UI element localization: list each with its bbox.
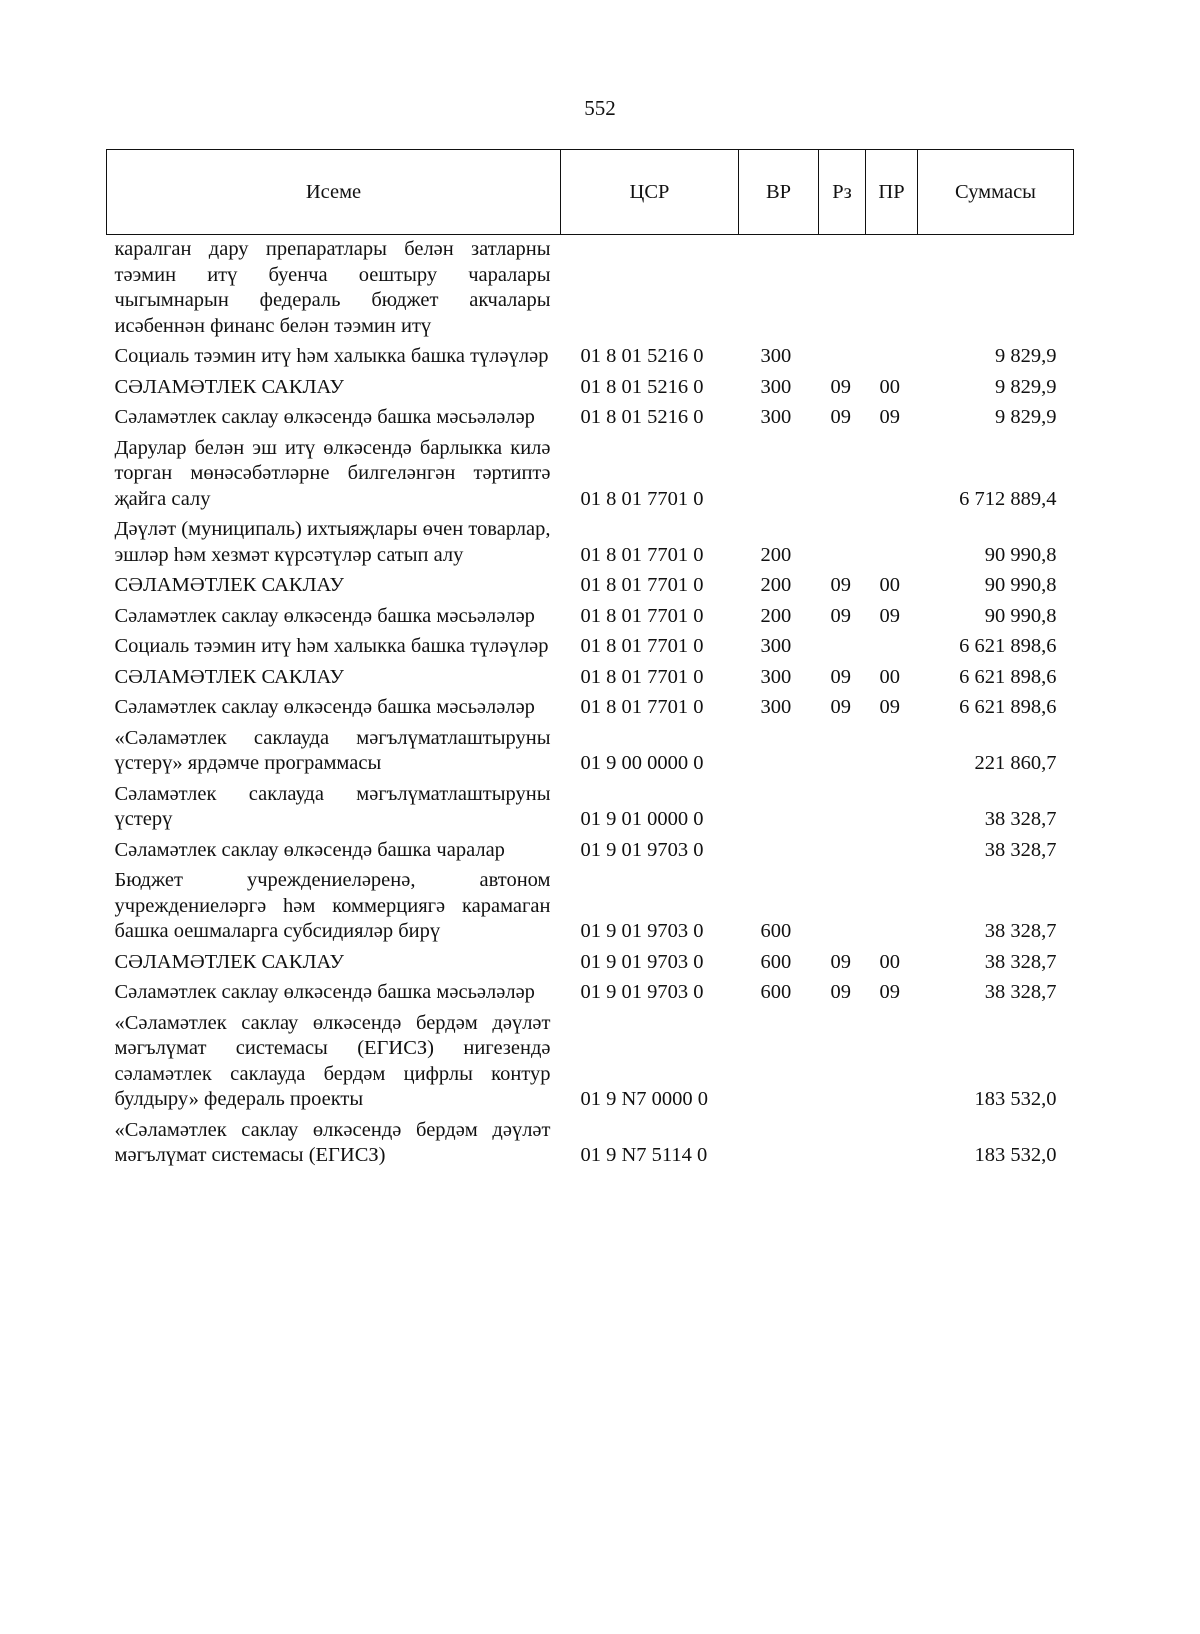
- cell-name: Дарулар белән эш итү өлкәсендә барлыкка килә торган мөнәсәбәтләрне билгеләнгән тәртиптә җайга салу: [114, 436, 551, 510]
- cell-name: каралган дару препаратлары белән затларны тәэмин итү буенча оештыру чаралары чыгымнарын федераль бюджет акчалары исәбеннән финанс белән тәэмин итү: [114, 238, 551, 337]
- cell-vr: 300: [760, 345, 792, 367]
- cell-sum: 90 990,8: [984, 574, 1057, 596]
- cell-name: Сәламәтлек саклау өлкәсендә башка чаралар: [114, 838, 505, 861]
- cell-csr: 01 9 01 9703 0: [580, 981, 704, 1003]
- cell-vr: 300: [760, 635, 792, 657]
- cell-rz: [819, 866, 866, 948]
- cell-csr: 01 8 01 7701 0: [580, 604, 704, 627]
- cell-vr: [739, 1009, 819, 1116]
- cell-sum: [918, 235, 1074, 343]
- cell-csr: 01 8 01 7701 0: [580, 635, 704, 657]
- cell-name: Бюджет учреждениеләренә, автоном учреждениеләргә һәм коммерциягә карамаган башка оешмаларга субсидияләр бирү: [114, 869, 551, 942]
- cell-name: Социаль тәэмин итү һәм халыкка башка түләүләр: [114, 345, 549, 367]
- cell-rz: 09: [830, 696, 851, 718]
- table-row: [107, 515, 1074, 571]
- cell-csr: 01 8 01 7701 0: [580, 487, 704, 510]
- cell-csr: 01 9 N7 0000 0: [580, 1088, 709, 1110]
- cell-name: СӘЛАМӘТЛЕК САКЛАУ: [114, 574, 344, 596]
- cell-sum: 6 712 889,4: [959, 487, 1057, 510]
- cell-pr: [866, 632, 918, 663]
- cell-vr: 200: [760, 543, 792, 566]
- cell-csr: 01 8 01 5216 0: [580, 406, 704, 428]
- cell-name: СӘЛАМӘТЛЕК САКЛАУ: [114, 665, 344, 688]
- cell-name: «Сәламәтлек саклау өлкәсендә бердәм дәүләт мәгълүмат системасы (ЕГИСЗ) нигезендә сәламәтлек саклауда бердәм цифрлы контур булдыру» федераль проекты: [114, 1011, 551, 1110]
- cell-csr: [561, 235, 739, 343]
- table-row: [107, 632, 1074, 663]
- cell-rz: [819, 836, 866, 867]
- header-vr: ВР: [739, 150, 819, 235]
- header-csr: ЦСР: [561, 150, 739, 235]
- cell-rz: 09: [830, 375, 851, 398]
- cell-csr: 01 9 01 0000 0: [580, 808, 704, 830]
- cell-pr: 00: [879, 375, 900, 398]
- cell-pr: 00: [879, 574, 900, 596]
- cell-sum: 38 328,7: [984, 808, 1057, 830]
- cell-sum: 9 829,9: [995, 406, 1057, 428]
- cell-name: СӘЛАМӘТЛЕК САКЛАУ: [114, 950, 344, 973]
- cell-name: Сәламәтлек саклау өлкәсендә башка мәсьәләләр: [114, 696, 535, 718]
- cell-pr: [866, 836, 918, 867]
- cell-name: Дәүләт (муниципаль) ихтыяҗлары өчен товарлар, эшләр һәм хезмәт күрсәтүләр сатып алу: [114, 518, 551, 566]
- cell-sum: 38 328,7: [984, 950, 1057, 973]
- table-body: [107, 235, 1074, 1172]
- cell-pr: 09: [879, 981, 900, 1003]
- cell-name: Сәламәтлек саклау өлкәсендә башка мәсьәләләр: [114, 406, 535, 428]
- table-row: [107, 434, 1074, 516]
- cell-sum: 221 860,7: [974, 752, 1057, 774]
- table-row: [107, 866, 1074, 948]
- cell-rz: [819, 632, 866, 663]
- cell-pr: [866, 515, 918, 571]
- cell-name: Сәламәтлек саклау өлкәсендә башка мәсьәләләр: [114, 981, 535, 1003]
- cell-vr: 600: [760, 981, 792, 1003]
- cell-pr: [866, 1009, 918, 1116]
- cell-csr: 01 9 01 9703 0: [580, 838, 704, 861]
- cell-vr: 300: [760, 696, 792, 718]
- table-row: [107, 602, 1074, 633]
- table-row: [107, 342, 1074, 373]
- cell-sum: 6 621 898,6: [959, 665, 1057, 688]
- cell-rz: [819, 724, 866, 780]
- cell-sum: 6 621 898,6: [959, 696, 1057, 718]
- cell-csr: 01 8 01 7701 0: [580, 696, 704, 718]
- cell-vr: 200: [760, 574, 792, 596]
- cell-rz: 09: [830, 574, 851, 596]
- cell-csr: 01 8 01 7701 0: [580, 543, 704, 566]
- header-row: [107, 150, 1074, 235]
- cell-vr: 600: [760, 950, 792, 973]
- cell-pr: [866, 235, 918, 343]
- table-row: [107, 373, 1074, 404]
- cell-pr: 00: [879, 950, 900, 973]
- cell-rz: [819, 1009, 866, 1116]
- cell-pr: [866, 434, 918, 516]
- cell-rz: [819, 1116, 866, 1172]
- cell-pr: [866, 342, 918, 373]
- cell-pr: [866, 724, 918, 780]
- cell-name: Сәламәтлек саклау өлкәсендә башка мәсьәләләр: [114, 604, 535, 627]
- cell-rz: 09: [830, 665, 851, 688]
- cell-sum: 38 328,7: [984, 981, 1057, 1003]
- cell-name: Сәламәтлек саклауда мәгълүматлаштыруны үстерү: [114, 782, 551, 830]
- cell-sum: 90 990,8: [984, 543, 1057, 566]
- cell-sum: 90 990,8: [984, 604, 1057, 627]
- cell-pr: [866, 780, 918, 836]
- table-row: [107, 948, 1074, 979]
- cell-rz: 09: [830, 604, 851, 627]
- cell-csr: 01 8 01 7701 0: [580, 665, 704, 688]
- table-row: [107, 1009, 1074, 1116]
- cell-vr: 300: [760, 406, 792, 428]
- cell-vr: 200: [760, 604, 792, 627]
- page-number: 552: [584, 96, 616, 120]
- cell-csr: 01 9 01 9703 0: [580, 950, 704, 973]
- cell-csr: 01 9 N7 5114 0: [580, 1144, 708, 1166]
- cell-csr: 01 8 01 5216 0: [580, 345, 704, 367]
- header-rz: Рз: [819, 150, 866, 235]
- cell-rz: [819, 342, 866, 373]
- cell-sum: 183 532,0: [974, 1088, 1057, 1110]
- cell-rz: 09: [830, 981, 851, 1003]
- cell-pr: [866, 1116, 918, 1172]
- cell-csr: 01 8 01 5216 0: [580, 375, 704, 398]
- cell-sum: 6 621 898,6: [959, 635, 1057, 657]
- cell-vr: [739, 235, 819, 343]
- table-row: [107, 978, 1074, 1009]
- cell-rz: [819, 780, 866, 836]
- table-header: [107, 150, 1074, 235]
- table-row: [107, 1116, 1074, 1172]
- cell-vr: 300: [760, 665, 792, 688]
- header-sum: Суммасы: [918, 150, 1074, 235]
- header-pr: ПР: [866, 150, 918, 235]
- cell-rz: [819, 434, 866, 516]
- cell-csr: 01 9 00 0000 0: [580, 752, 704, 774]
- header-name: Исеме: [107, 150, 561, 235]
- cell-vr: [739, 1116, 819, 1172]
- table-row: [107, 571, 1074, 602]
- table-row: [107, 693, 1074, 724]
- cell-pr: 00: [879, 665, 900, 688]
- cell-rz: 09: [830, 406, 851, 428]
- cell-sum: 9 829,9: [995, 345, 1057, 367]
- cell-name: «Сәламәтлек саклауда мәгълүматлаштыруны үстерү» ярдәмче программасы: [114, 726, 551, 774]
- cell-rz: 09: [830, 950, 851, 973]
- cell-vr: [739, 434, 819, 516]
- table-row: [107, 235, 1074, 343]
- cell-sum: 183 532,0: [974, 1144, 1057, 1166]
- table-row: [107, 780, 1074, 836]
- cell-pr: [866, 866, 918, 948]
- cell-csr: 01 9 01 9703 0: [580, 920, 704, 942]
- cell-vr: [739, 836, 819, 867]
- cell-pr: 09: [879, 604, 900, 627]
- table-row: [107, 724, 1074, 780]
- cell-vr: [739, 724, 819, 780]
- cell-csr: 01 8 01 7701 0: [580, 574, 704, 596]
- cell-sum: 38 328,7: [984, 920, 1057, 942]
- cell-name: «Сәламәтлек саклау өлкәсендә бердәм дәүләт мәгълүмат системасы (ЕГИСЗ): [114, 1118, 551, 1166]
- cell-sum: 9 829,9: [995, 375, 1057, 398]
- table-row: [107, 403, 1074, 434]
- cell-pr: 09: [879, 406, 900, 428]
- table-row: [107, 663, 1074, 694]
- cell-vr: 600: [760, 920, 792, 942]
- cell-rz: [819, 515, 866, 571]
- cell-sum: 38 328,7: [984, 838, 1057, 861]
- budget-table: [106, 149, 1074, 1172]
- table-row: [107, 836, 1074, 867]
- cell-vr: [739, 780, 819, 836]
- cell-name: Социаль тәэмин итү һәм халыкка башка түләүләр: [114, 635, 549, 657]
- cell-vr: 300: [760, 375, 792, 398]
- cell-name: СӘЛАМӘТЛЕК САКЛАУ: [114, 375, 344, 398]
- cell-pr: 09: [879, 696, 900, 718]
- cell-rz: [819, 235, 866, 343]
